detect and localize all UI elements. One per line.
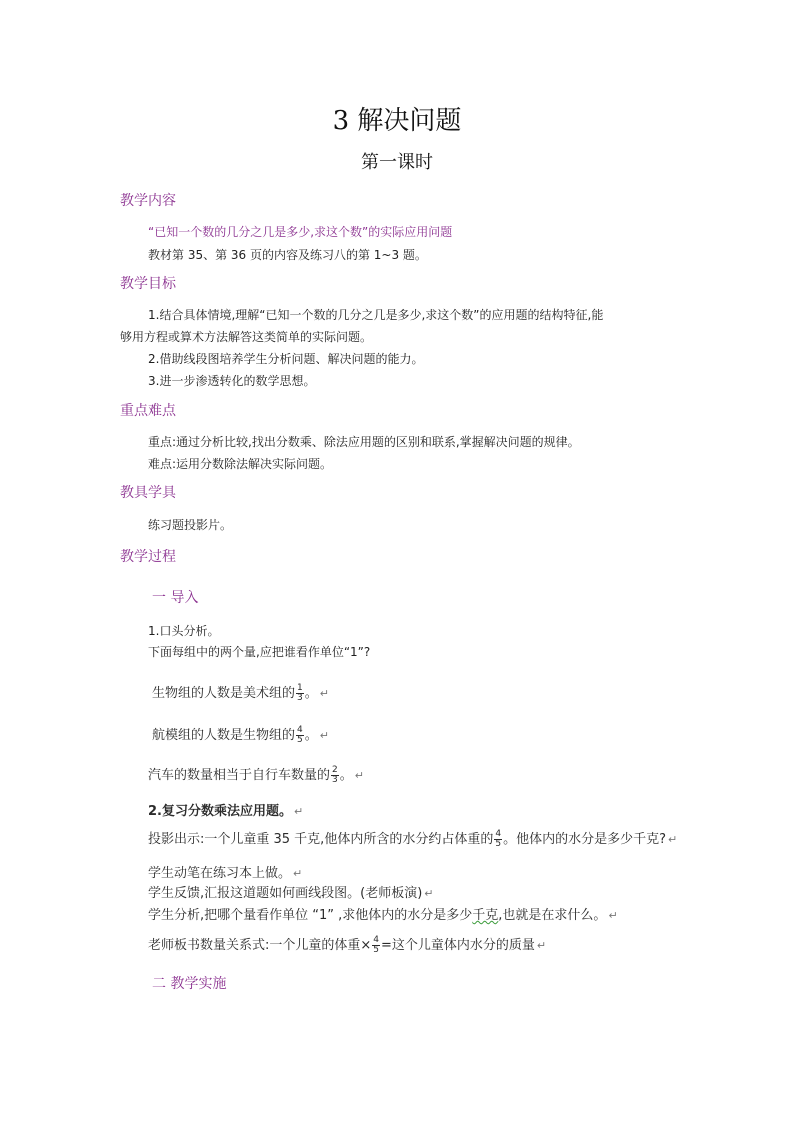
fraction: $\frac{2}{3}$ (332, 765, 338, 785)
goal-3: 3.进一步渗透转化的数学思想。 (148, 374, 316, 388)
oral-analysis: 1.口头分析。 (148, 624, 220, 638)
paragraph-mark-icon: ↵ (667, 833, 678, 846)
paragraph-mark-icon: ↵ (319, 729, 329, 742)
tools-heading: 教具学具 (120, 485, 176, 501)
quantity-relation: 老师板书数量关系式:一个儿童的体重× $\frac{4}{5}$ =这个儿童体内水分的质量 ↵ (148, 935, 547, 955)
part-1-heading: 一 导入 (152, 590, 199, 606)
fraction: $\frac{4}{5}$ (297, 725, 303, 745)
key-heading: 重点难点 (120, 403, 176, 419)
goal-1-line-a: 1.结合具体情境,理解“已知一个数的几分之几是多少,求这个数”的应用题的结构特征,能 (148, 308, 604, 322)
fraction: $\frac{4}{5}$ (373, 935, 380, 955)
content-line-1: “已知一个数的几分之几是多少,求这个数”的实际应用问题 (148, 225, 453, 239)
review-heading: 2.复习分数乘法应用题。 ↵ (148, 804, 304, 819)
paragraph-mark-icon: ↵ (354, 769, 364, 782)
key-point: 重点:通过分析比较,找出分数乘、除法应用题的区别和联系,掌握解决问题的规律。 (148, 435, 580, 449)
student-step-3: 学生分析,把哪个量看作单位 “1” ,求他体内的水分是多少千克,也就是在求什么。 ↵ (148, 908, 618, 923)
student-step-1: 学生动笔在练习本上做。 ↵ (148, 866, 303, 881)
paragraph-mark-icon: ↵ (608, 909, 618, 922)
difficult-point: 难点:运用分数除法解决实际问题。 (148, 457, 333, 471)
projection-problem: 投影出示:一个儿童重 35 千克,他体内所含的水分约占体重的 $\frac{4}{5}$ 。他体内的水分是多少千克? ↵ (148, 829, 678, 849)
question-3: 汽车的数量相当于自行车数量的 $\frac{2}{3}$ 。 ↵ (148, 765, 364, 785)
oral-question: 下面每组中的两个量,应把谁看作单位“1”? (148, 645, 371, 659)
question-1: 生物组的人数是美术组的 $\frac{1}{3}$ 。 ↵ (152, 683, 329, 703)
page-subtitle: 第一课时 (361, 152, 433, 173)
part-2-heading: 二 教学实施 (152, 976, 227, 992)
process-heading: 教学过程 (120, 549, 176, 565)
paragraph-mark-icon: ↵ (319, 687, 329, 700)
goals-heading: 教学目标 (120, 276, 176, 292)
fraction: $\frac{1}{3}$ (297, 683, 303, 703)
content-heading: 教学内容 (120, 193, 176, 209)
student-step-2: 学生反馈,汇报这道题如何画线段图。(老师板演) ↵ (148, 886, 434, 901)
paragraph-mark-icon: ↵ (293, 867, 303, 880)
fraction: $\frac{4}{5}$ (495, 829, 502, 849)
question-2: 航模组的人数是生物组的 $\frac{4}{5}$ 。 ↵ (152, 725, 329, 745)
paragraph-mark-icon: ↵ (424, 887, 434, 900)
paragraph-mark-icon: ↵ (536, 939, 547, 952)
content-line-2: 教材第 35、第 36 页的内容及练习八的第 1~3 题。 (148, 248, 427, 262)
goal-1-line-b: 够用方程或算术方法解答这类简单的实际问题。 (120, 330, 373, 344)
page-title: 3 解决问题 (332, 106, 462, 136)
goal-2: 2.借助线段图培养学生分析问题、解决问题的能力。 (148, 352, 424, 366)
paragraph-mark-icon: ↵ (293, 805, 304, 818)
tools-item: 练习题投影片。 (148, 518, 233, 532)
